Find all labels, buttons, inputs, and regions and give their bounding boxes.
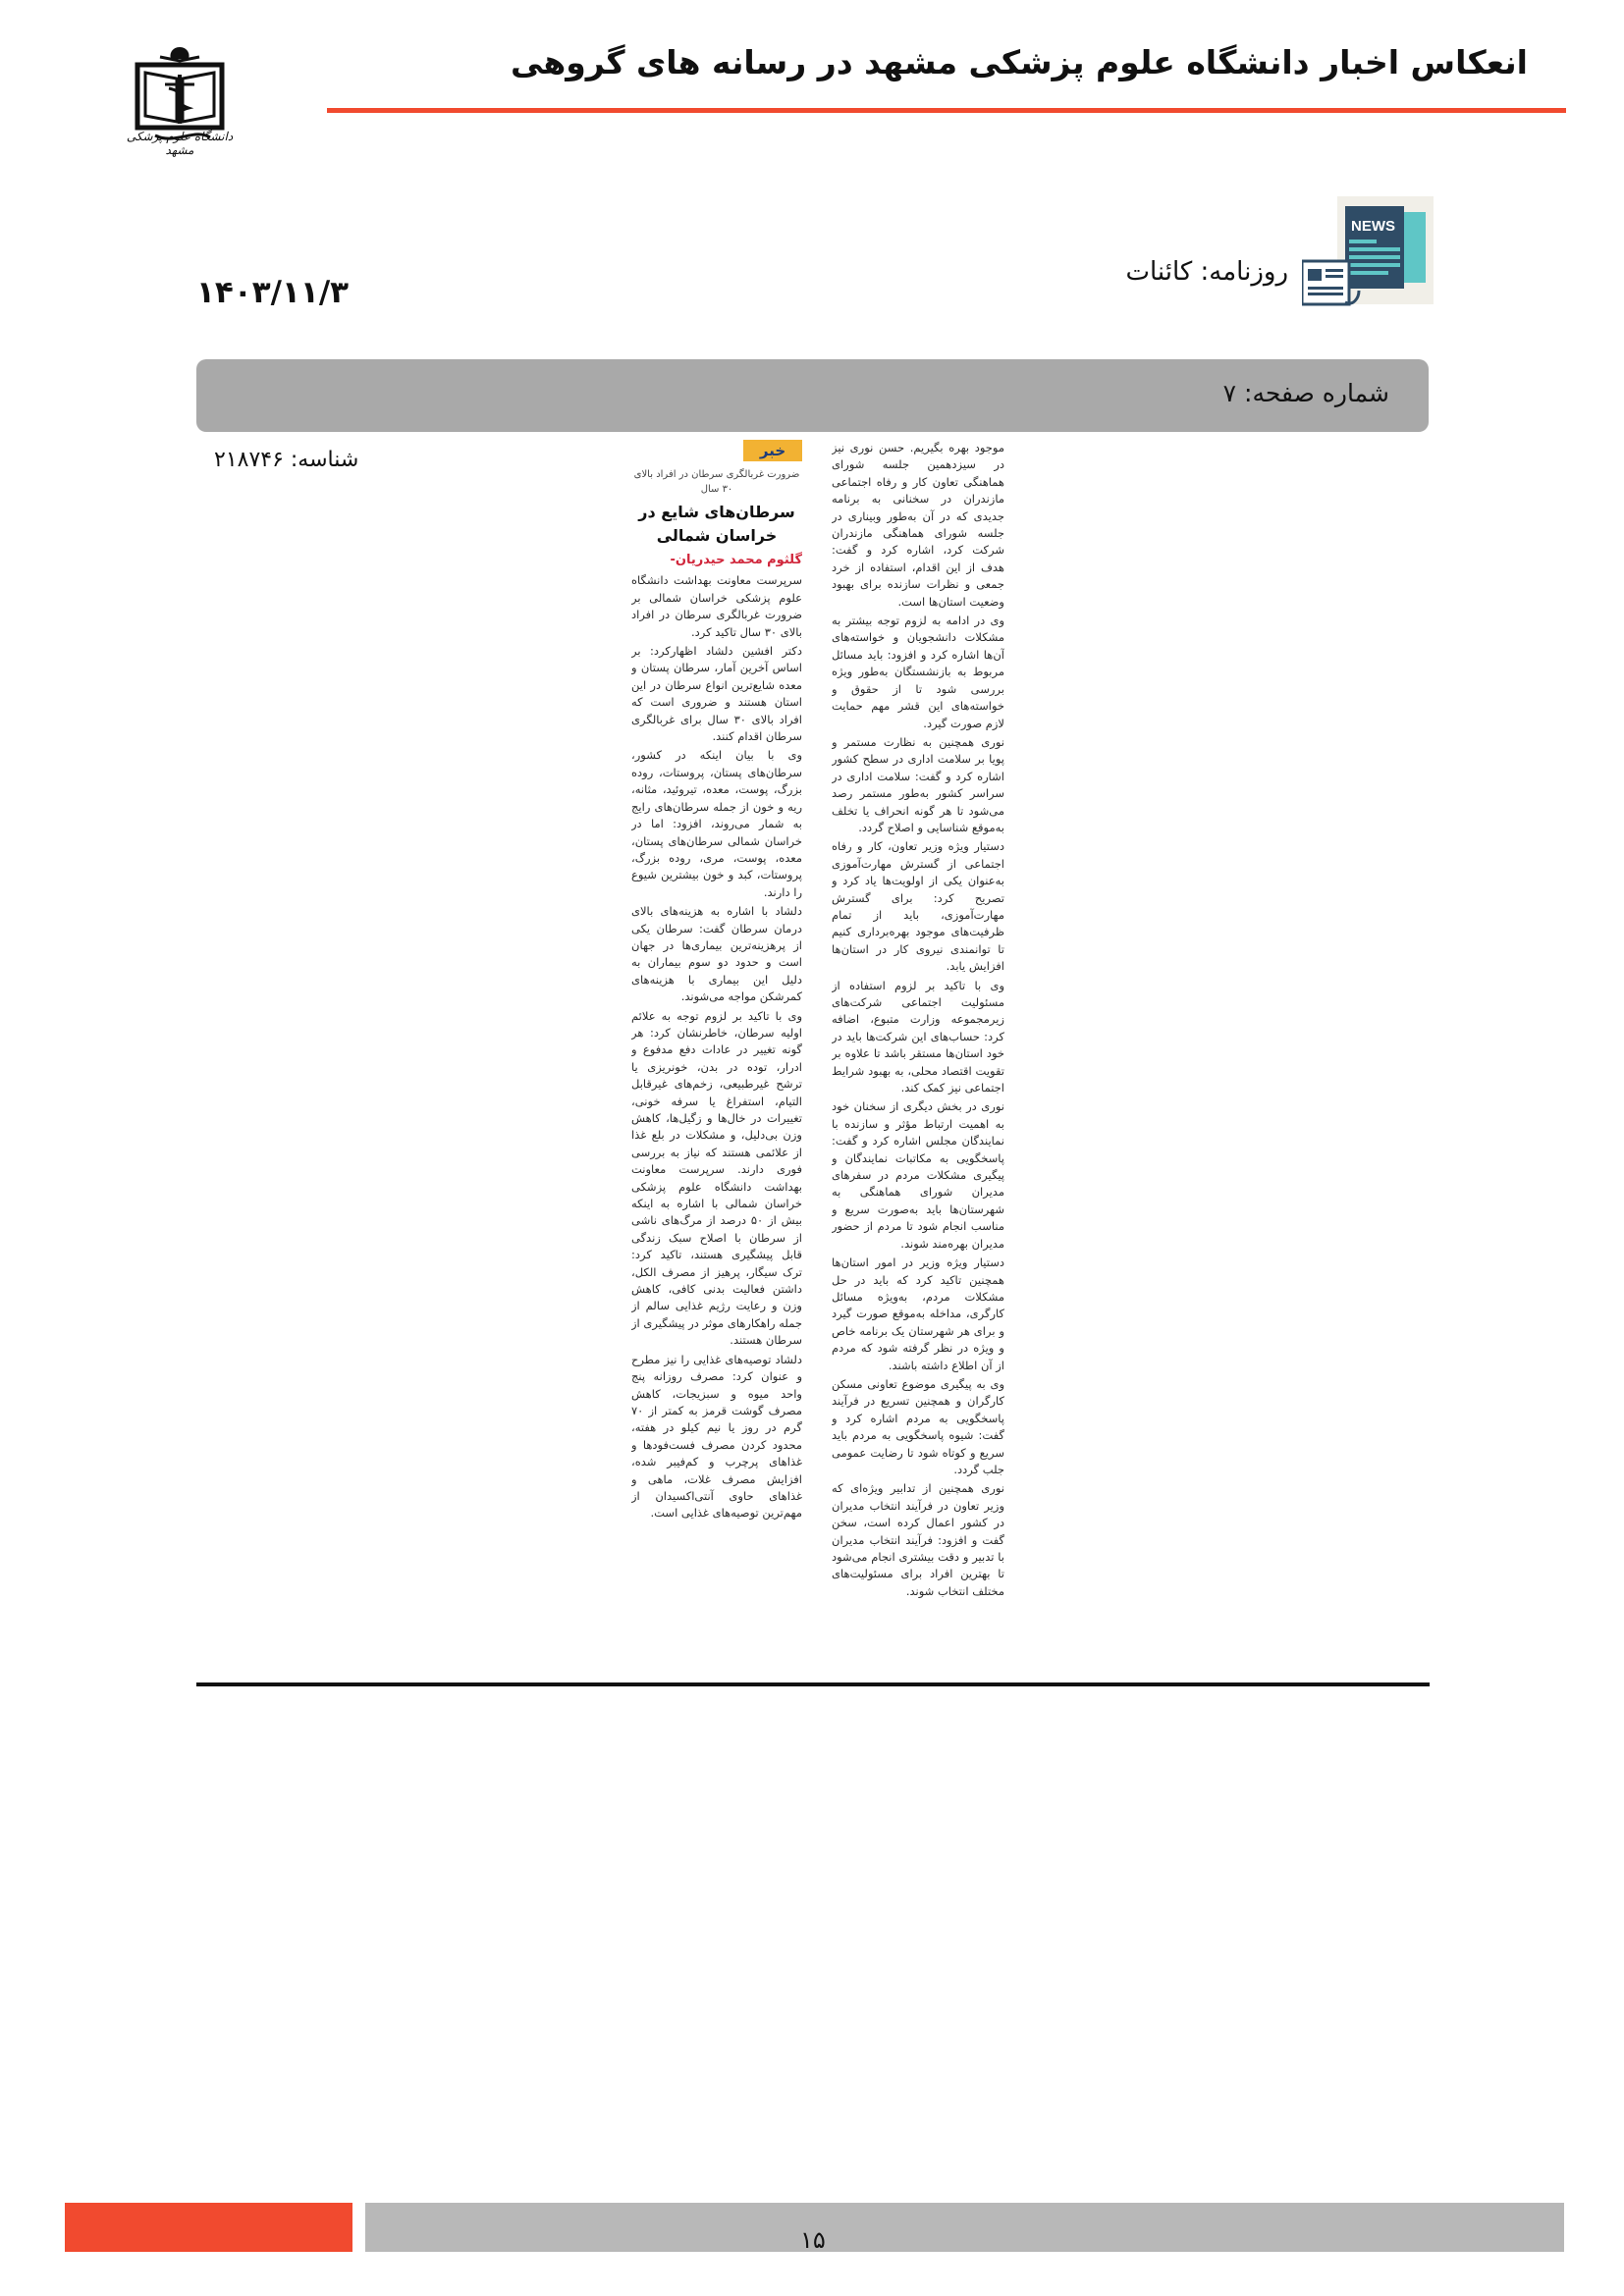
logo-caption: دانشگاه علوم پزشکی مشهد <box>126 130 234 157</box>
clipping-paragraph: دلشاد توصیه‌های غذایی را نیز مطرح و عنوان کرد: مصرف روزانه پنج واحد میوه و سبزیجات، کاهش مصرف گوشت قرمز به کمتر از ۷۰ گرم در روز یا نیم کیلو در هفته، محدود کردن مصرف فست‌فودها و غذاهای پرچرب و کم‌فیبر شده، افزایش مصرف غلات، ماهی و غذاهای حاوی آنتی‌اکسیدان از مهم‌ترین توصیه‌های غذایی است. <box>631 1352 802 1521</box>
clipping-paragraph: دستیار ویژه وزیر تعاون، کار و رفاه اجتماعی از گسترش مهارت‌آموزی به‌عنوان یکی از اولویت‌ها یاد کرد و تصریح کرد: برای گسترش مهارت‌آموزی، باید از تمام ظرفیت‌های موجود بهره‌برداری کنیم تا توانمندی نیروی کار در استان‌ها افزایش یابد. <box>832 839 1004 974</box>
clipping-headline: سرطان‌های شایع در خراسان شمالی <box>638 503 795 545</box>
footer-accent-bar <box>65 2203 352 2252</box>
footer-page-number: ۱۵ <box>800 2226 826 2254</box>
footer-bar <box>365 2203 1564 2252</box>
clipping-lead: ضرورت غربالگری سرطان در افراد بالای ۳۰ سال <box>633 469 800 495</box>
clipping-paragraph: سرپرست معاونت بهداشت دانشگاه علوم پزشکی خراسان شمالی بر ضرورت غربالگری سرطان در افراد بالای ۳۰ سال تاکید کرد. <box>631 573 802 639</box>
clipping-paragraph: موجود بهره بگیریم. حسن نوری نیز در سیزدهمین جلسه شورای هماهنگی تعاون کار و رفاه اجتماعی مازندران در سخنانی به برنامه جدیدی که در آن به‌طور وبیناری در جلسه شورای هماهنگی مازندران شرکت کرد، اشاره کرد و گفت: هدف از این اقدام، استفاده از خرد جمعی و نظرات سازنده برای بهبود وضعیت استان‌ها است. <box>832 441 1004 609</box>
news-label: NEWS <box>1351 218 1395 235</box>
identifier-label: شناسه: ۲۱۸۷۴۶ <box>214 448 359 472</box>
clipping-paragraph: نوری همچنین از تدابیر ویژه‌ای که وزیر تعاون در فرآیند انتخاب مدیران در کشور اعمال کرده است، سخن گفت و افزود: فرآیند انتخاب مدیران با تدبیر و دقت بیشتری انجام می‌شود تا بهترین افراد برای مسئولیت‌های مختلف انتخاب شوند. <box>832 1481 1004 1598</box>
content-divider <box>196 1682 1430 1686</box>
publication-date: ۱۴۰۳/۱۱/۳ <box>196 275 350 310</box>
newspaper-clipping <box>631 440 1004 1620</box>
clipping-kicker: خبر <box>743 440 802 461</box>
page-header-title: انعکاس اخبار دانشگاه علوم پزشکی مشهد در رسانه های گروهی <box>511 43 1528 81</box>
clipping-paragraph: وی با بیان اینکه در کشور، سرطان‌های پستان، پروستات، روده بزرگ، پوست، معده، تیروئید، مثانه، ریه و خون از جمله سرطان‌های رایج به شمار می‌روند، افزود: اما در خراسان شمالی سرطان‌های پستان، معده، پوست، مری، روده بزرگ، پروستات، کبد و خون بیشترین شیوع را دارند. <box>631 748 802 899</box>
clipping-paragraph: وی با تاکید بر لزوم توجه به علائم اولیه سرطان، خاطرنشان کرد: هر گونه تغییر در عادات دفع مدفوع و ادرار، توده در بدن، خونریزی یا ترشح غیرطبیعی، زخم‌های غیرقابل التیام، استفراغ یا سرفه خونی، تغییرات در خال‌ها و زگیل‌ها، کاهش وزن بی‌دلیل، و مشکلات در بلع غذا از علائمی هستند که نیاز به بررسی فوری دارند. سرپرست معاونت بهداشت دانشگاه علوم پزشکی خراسان شمالی با اشاره به اینکه بیش از ۵۰ درصد از مرگ‌های ناشی از سرطان با اصلاح سبک زندگی قابل پیشگیری هستند، تاکید کرد: ترک سیگار، پرهیز از مصرف الکل، داشتن فعالیت بدنی کافی، کاهش وزن و رعایت رژیم غذایی سالم از جمله راهکارهای موثر در پیشگیری از سرطان هستند. <box>631 1008 802 1348</box>
clipping-paragraph: وی به پیگیری موضوع تعاونی مسکن کارگران و همچنین تسریع در فرآیند پاسخگویی به مردم اشاره کرد و گفت: شیوه پاسخگویی به مردم باید سریع و کوتاه شود تا رضایت عمومی جلب گردد. <box>832 1376 1004 1476</box>
clipping-paragraph: وی با تاکید بر لزوم استفاده از مسئولیت اجتماعی شرکت‌های زیرمجموعه وزارت متبوع، اضافه کرد: حساب‌های این شرکت‌ها باید در خود استان‌ها مستقر باشد تا علاوه بر تقویت اقتصاد محلی، به بهبود شرایط اجتماعی نیز کمک کند. <box>832 978 1004 1095</box>
clipping-byline: گلثوم محمد حیدریان- <box>670 553 802 567</box>
clipping-paragraph: نوری همچنین به نظارت مستمر و پویا بر سلامت اداری در سطح کشور اشاره کرد و گفت: سلامت اداری در سراسر کشور به‌طور مستمر رصد می‌شود تا هر گونه انحراف یا تخلف به‌موقع شناسایی و اصلاح گردد. <box>832 734 1004 834</box>
clipping-column-right <box>832 440 1004 1620</box>
clipping-paragraph: دستیار ویژه وزیر در امور استان‌ها همچنین تاکید کرد که باید در حل مشکلات مردم، به‌ویژه مسائل کارگری، مداخله به‌موقع صورت گیرد و برای هر شهرستان یک برنامه خاص و ویژه در نظر گرفته شود که مردم از آن اطلاع داشته باشند. <box>832 1255 1004 1372</box>
clipping-paragraph: دکتر افشین دلشاد اظهارکرد: بر اساس آخرین آمار، سرطان پستان و معده شایع‌ترین انواع سرطان در این استان هستند و ضروری است که افراد بالای ۳۰ سال برای غربالگری سرطان اقدام کنند. <box>631 644 802 744</box>
newspaper-name: روزنامه: کائنات <box>1125 257 1288 287</box>
clipping-paragraph: دلشاد با اشاره به هزینه‌های بالای درمان سرطان گفت: سرطان یکی از پرهزینه‌ترین بیماری‌ها در جهان است و حدود دو سوم بیماران به دلیل این بیماری با هزینه‌های کمرشکن مواجه می‌شوند. <box>631 904 802 1004</box>
newspaper-icon <box>1302 196 1434 308</box>
header-divider <box>327 108 1566 113</box>
page-number-bar <box>196 359 1429 432</box>
clipping-column-left <box>631 440 802 1620</box>
clipping-paragraph: نوری در بخش دیگری از سخنان خود به اهمیت ارتباط مؤثر و سازنده با نمایندگان مجلس اشاره کرد و گفت: پاسخگویی به مکاتبات نمایندگان و پیگیری مشکلات مردم در سفرهای مدیران شورای هماهنگی به شهرستان‌ها باید به‌صورت سریع و مناسب انجام شود تا مردم از حضور مدیران بهره‌مند شوند. <box>832 1099 1004 1251</box>
clipping-paragraph: وی در ادامه به لزوم توجه بیشتر به مشکلات دانشجویان و خواسته‌های آن‌ها اشاره کرد و افزود: باید مسائل مربوط به بازنشستگان به‌طور ویژه بررسی شود تا از حقوق و خواسته‌های این قشر مهم حمایت لازم صورت گیرد. <box>832 614 1004 730</box>
page-number-label: شماره صفحه: ۷ <box>1222 379 1389 407</box>
